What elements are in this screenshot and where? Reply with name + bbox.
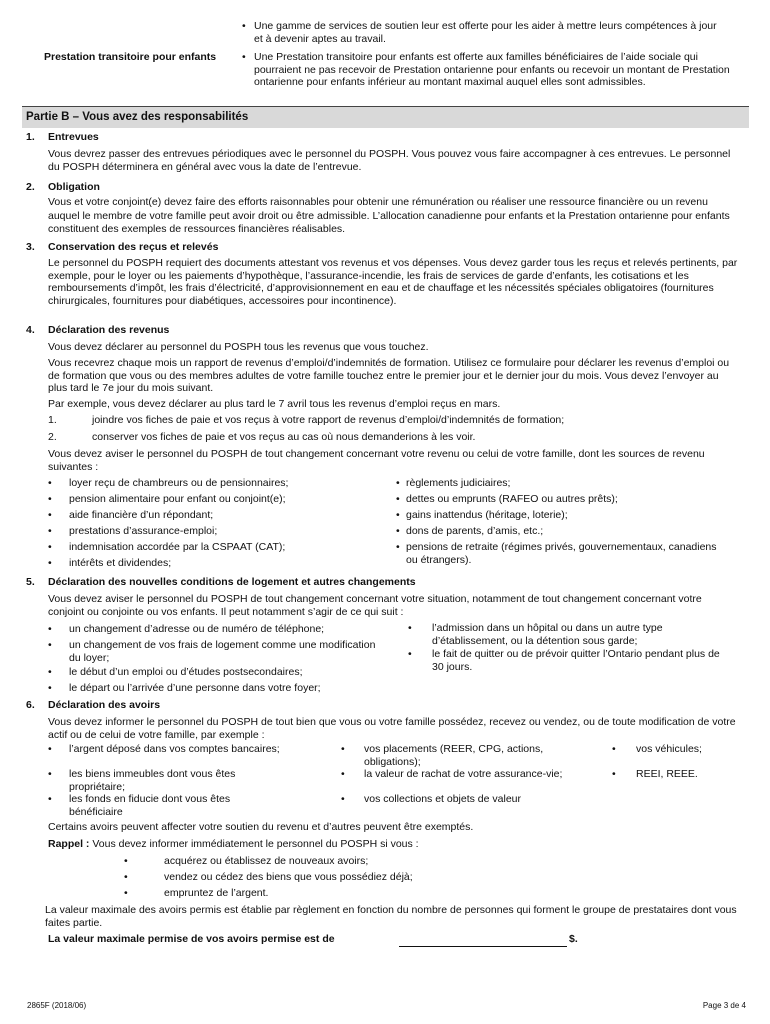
asset-item: REEI, REEE. xyxy=(636,768,698,780)
currency-suffix: $. xyxy=(569,933,578,945)
income-source-item: loyer reçu de chambreurs ou de pensionnaires; xyxy=(69,477,289,489)
section-6-text: Vous devez informer le personnel du POSPH de tout bien que vous ou votre famille possédez, recevez ou vendez, ou de toute modification de votre actif ou de celui de votre famille, par exemple : xyxy=(48,716,736,741)
bullet-dot: • xyxy=(48,541,52,553)
bullet-dot: • xyxy=(48,793,52,805)
bullet-dot: • xyxy=(48,509,52,521)
bullet-dot: • xyxy=(48,493,52,505)
bullet-dot: • xyxy=(48,768,52,780)
bullet-dot: • xyxy=(48,666,52,678)
max-assets-field[interactable] xyxy=(399,945,567,947)
section-1-heading: Entrevues xyxy=(48,131,99,143)
bullet-dot: • xyxy=(396,509,400,521)
reminder-item: empruntez de l’argent. xyxy=(164,887,269,899)
top-bullet-1: Une gamme de services de soutien leur est offerte pour les aider à mettre leurs compétences à jour et à devenir aptes au travail. xyxy=(254,20,717,45)
asset-item: les biens immeubles dont vous êtes propriétaire; xyxy=(69,768,236,793)
change-item: le début d’un emploi ou d’études postsecondaires; xyxy=(69,666,303,678)
section-4-heading: Déclaration des revenus xyxy=(48,324,170,336)
form-number: 2865F (2018/06) xyxy=(27,1001,87,1010)
bullet-dot: • xyxy=(396,493,400,505)
bullet-dot: • xyxy=(341,743,345,755)
section-4-number: 4. xyxy=(26,324,35,336)
bullet-dot: • xyxy=(408,622,412,634)
asset-item: vos collections et objets de valeur xyxy=(364,793,522,805)
reminder-text: Vous devez informer immédiatement le personnel du POSPH si vous : xyxy=(92,838,419,850)
max-assets-text: La valeur maximale des avoirs permis est établie par règlement en fonction du nombre de personnes qui forment le groupe de prestataires dont vous faites partie. xyxy=(45,904,737,929)
section-3-heading: Conservation des reçus et relevés xyxy=(48,241,219,253)
change-item: le fait de quitter ou de prévoir quitter l’Ontario pendant plus de 30 jours. xyxy=(432,648,720,673)
bullet-dot: • xyxy=(396,477,400,489)
income-source-item: indemnisation accordée par la CSPAAT (CAT); xyxy=(69,541,286,553)
max-assets-label: La valeur maximale permise de vos avoirs permise est de xyxy=(48,933,335,945)
step-number: 1. xyxy=(48,414,57,426)
change-item: un changement d’adresse ou de numéro de téléphone; xyxy=(69,623,325,635)
child-benefit-label: Prestation transitoire pour enfants xyxy=(44,51,217,63)
reminder-item: acquérez ou établissez de nouveaux avoirs; xyxy=(164,855,369,867)
income-source-item: dons de parents, d’amis, etc.; xyxy=(406,525,544,537)
bullet-dot: • xyxy=(341,768,345,780)
income-source-item: aide financière d’un répondant; xyxy=(69,509,214,521)
income-source-item: pension alimentaire pour enfant ou conjoint(e); xyxy=(69,493,286,505)
bullet-dot: • xyxy=(396,541,400,553)
asset-item: les fonds en fiducie dont vous êtes bénéficiaire xyxy=(69,793,231,818)
bullet-dot: • xyxy=(612,768,616,780)
section-3-text: Le personnel du POSPH requiert des documents attestant vos revenus et vos dépenses. Vous devez garder tous les reçus et relevés pertinents, par exemple, pour le loyer ou les paiements d’hypothèque, l’assurance-incendie, les frais de services de garde d’enfants, les cotisations et les remboursements d’impôt, les frais d’électricité, d’approvisionnement en eau et de chauffage et les nécessités spéciales obligatoires (fournitures chirurgicales, fournitures pour diabétiques, accessoires pour incontinence). xyxy=(48,257,738,307)
income-source-item: prestations d’assurance-emploi; xyxy=(69,525,218,537)
bullet-dot: • xyxy=(48,623,52,635)
asset-item: la valeur de rachat de votre assurance-vie; xyxy=(364,768,563,780)
bullet-dot: • xyxy=(612,743,616,755)
top-bullet-2: Une Prestation transitoire pour enfants est offerte aux familles bénéficiaires de l’aide sociale qui pourraient ne pas recevoir de Prestation ontarienne pour enfants ou recevoir un montant de Prestation ontarienne pour enfants inférieur au montant maximal auquel elles sont admissibles. xyxy=(254,51,730,88)
bullet-dot: • xyxy=(48,477,52,489)
asset-item: vos véhicules; xyxy=(636,743,702,755)
income-source-item: pensions de retraite (régimes privés, gouvernementaux, canadiens ou étrangers). xyxy=(406,541,717,566)
income-source-item: intérêts et dividendes; xyxy=(69,557,172,569)
section-6-number: 6. xyxy=(26,699,35,711)
change-item: le départ ou l’arrivée d’une personne dans votre foyer; xyxy=(69,682,321,694)
section-3-number: 3. xyxy=(26,241,35,253)
section-5-text: Vous devez aviser le personnel du POSPH de tout changement concernant votre situation, notamment de tout changement concernant votre conjoint ou conjointe ou vos enfants. Il peut notamment s’agir de ce qui suit : xyxy=(48,593,702,618)
section-2-heading: Obligation xyxy=(48,181,100,193)
reminder-label: Rappel : xyxy=(48,838,90,850)
section-5-number: 5. xyxy=(26,576,35,588)
section-4-p1: Vous devez déclarer au personnel du POSPH tous les revenus que vous touchez. xyxy=(48,341,429,353)
bullet-dot: • xyxy=(48,525,52,537)
section-1-text: Vous devrez passer des entrevues périodiques avec le personnel du POSPH. Vous pouvez vous faire accompagner à ces entrevues. Le personnel du POSPH déterminera en général avec vous la date de l’entrevue. xyxy=(48,148,731,173)
change-item: un changement de vos frais de logement comme une modification du loyer; xyxy=(69,639,376,664)
section-2-text: Vous et votre conjoint(e) devez faire des efforts raisonnables pour obtenir une rémunération ou réaliser une ressource financière ou un revenu auquel le membre de votre famille peut avoir droit ou être admissible. L’allocation canadienne pour enfants et la Prestation ontarienne pour enfants constituent des exemples de ressources financières réalisables. xyxy=(48,196,730,235)
bullet-dot: • xyxy=(48,639,52,651)
reminder-item: vendez ou cédez des biens que vous possédiez déjà; xyxy=(164,871,413,883)
change-item: l’admission dans un hôpital ou dans un autre type d’établissement, ou la détention sous garde; xyxy=(432,622,663,647)
section-4-p4: Vous devez aviser le personnel du POSPH de tout changement concernant votre revenu ou celui de votre famille, dont les sources de revenu suivantes : xyxy=(48,448,705,473)
step-number: 2. xyxy=(48,431,57,443)
income-source-item: règlements judiciaires; xyxy=(406,477,511,489)
bullet-dot: • xyxy=(242,51,246,63)
income-source-item: dettes ou emprunts (RAFEO ou autres prêts); xyxy=(406,493,618,505)
reminder-line xyxy=(48,838,738,851)
asset-item: l’argent déposé dans vos comptes bancaires; xyxy=(69,743,280,755)
step-text: conserver vos fiches de paie et vos reçus au cas où nous demanderions à les voir. xyxy=(92,431,476,443)
bullet-dot: • xyxy=(124,887,128,899)
bullet-dot: • xyxy=(242,20,246,32)
bullet-dot: • xyxy=(396,525,400,537)
section-4-p2: Vous recevrez chaque mois un rapport de revenus d’emploi/d’indemnités de formation. Utilisez ce formulaire pour déclarer les revenus d’emploi ou de formation que vous ou des membres adultes de votre famille touchez entre le premier jour et le dernier jour du mois. Vous devez l’envoyer au plus tard le 7e jour du mois suivant. xyxy=(48,357,730,394)
step-text: joindre vos fiches de paie et vos reçus à votre rapport de revenus d’emploi/d’indemnités de formation; xyxy=(92,414,565,426)
section-6-heading: Déclaration des avoirs xyxy=(48,699,161,711)
section-1-number: 1. xyxy=(26,131,35,143)
income-source-item: gains inattendus (héritage, loterie); xyxy=(406,509,568,521)
bullet-dot: • xyxy=(408,648,412,660)
exemption-note: Certains avoirs peuvent affecter votre soutien du revenu et d’autres peuvent être exemptés. xyxy=(48,821,474,833)
bullet-dot: • xyxy=(48,682,52,694)
asset-item: vos placements (REER, CPG, actions, obligations); xyxy=(364,743,544,768)
part-b-header xyxy=(22,106,749,128)
bullet-dot: • xyxy=(124,871,128,883)
section-4-p3: Par exemple, vous devez déclarer au plus tard le 7 avril tous les revenus d’emploi reçus en mars. xyxy=(48,398,501,410)
page-number: Page 3 de 4 xyxy=(702,1001,746,1010)
section-2-number: 2. xyxy=(26,181,35,193)
part-b-title: Partie B – Vous avez des responsabilités xyxy=(26,111,249,123)
bullet-dot: • xyxy=(341,793,345,805)
bullet-dot: • xyxy=(48,743,52,755)
bullet-dot: • xyxy=(124,855,128,867)
bullet-dot: • xyxy=(48,557,52,569)
section-5-heading: Déclaration des nouvelles conditions de logement et autres changements xyxy=(48,576,416,588)
